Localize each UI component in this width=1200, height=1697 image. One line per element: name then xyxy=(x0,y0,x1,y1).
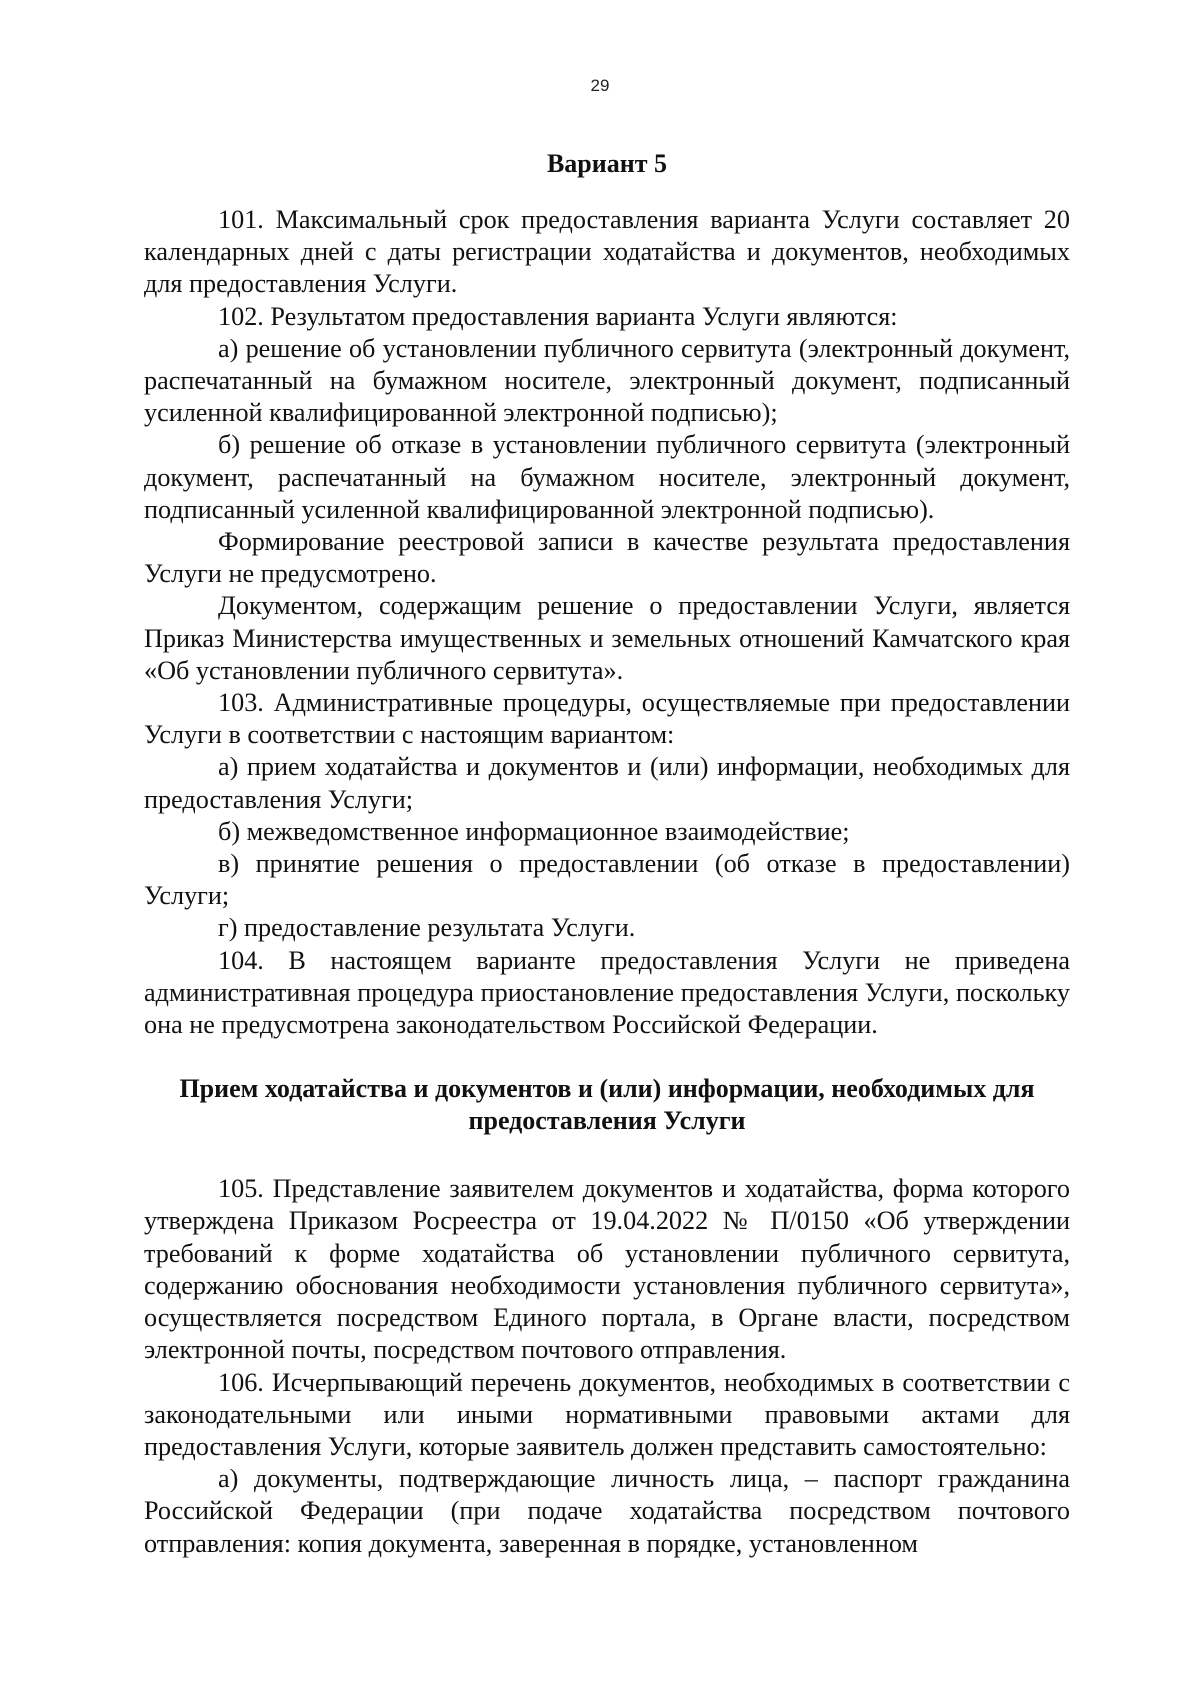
paragraph-101: 101. Максимальный срок предоставления варианта Услуги составляет 20 календарных дней с даты регистрации ходатайства и документов, необходимых для предоставления Услуги. xyxy=(144,205,1070,299)
paragraph-106: 106. Исчерпывающий перечень документов, необходимых в соответствии с законодательными или иными нормативными правовыми актами для предоставления Услуги, которые заявитель должен представить самостоятельно: xyxy=(144,1367,1070,1461)
section-title: Прием ходатайства и документов и (или) информации, необходимых для предоставления Услуги xyxy=(179,1074,1035,1136)
paragraph-registry-note: Формирование реестровой записи в качестве результата предоставления Услуги не предусмотрено. xyxy=(144,527,1070,589)
paragraph-106-a: а) документы, подтверждающие личность лица, – паспорт гражданина Российской Федерации (при подаче ходатайства посредством почтового отправления: копия документа, заверенная в порядке, установленном xyxy=(144,1464,1070,1558)
paragraph-103-d: г) предоставление результата Услуги. xyxy=(218,913,636,943)
section-reception-body xyxy=(144,1173,1070,1559)
section-variant-5-body xyxy=(144,204,1070,1041)
paragraph-102-a: а) решение об установлении публичного сервитута (электронный документ, распечатанный на бумажном носителе, электронный документ, подписанный усиленной квалифицированной электронной подписью); xyxy=(144,333,1070,428)
page-content xyxy=(144,148,1070,1560)
paragraph-103-a: а) прием ходатайства и документов и (или) информации, необходимых для предоставления Услуги; xyxy=(144,752,1070,814)
paragraph-103-c: в) принятие решения о предоставлении (об отказе в предоставлении) Услуги; xyxy=(144,849,1070,911)
paragraph-105: 105. Представление заявителем документов и ходатайства, форма которого утверждена Приказом Росреестра от 19.04.2022 № П/0150 «Об утверждении требований к форме ходатайства об установлении публичного сервитута, содержанию обоснования необходимости установления публичного сервитута», осуществляется посредством Единого портала, в Органе власти, посредством электронной почты, посредством почтового отправления. xyxy=(144,1174,1070,1365)
paragraph-decision-document: Документом, содержащим решение о предоставлении Услуги, является Приказ Министерства имущественных и земельных отношений Камчатского края «Об установлении публичного сервитута». xyxy=(144,591,1070,685)
paragraph-103-b: б) межведомственное информационное взаимодействие; xyxy=(218,816,850,846)
page-number: 29 xyxy=(590,76,610,95)
paragraph-104: 104. В настоящем варианте предоставления Услуги не приведена административная процедура приостановление предоставления Услуги, поскольку она не предусмотрена законодательством Российской Федерации. xyxy=(144,945,1070,1040)
paragraph-102: 102. Результатом предоставления варианта Услуги являются: xyxy=(218,301,898,331)
variant-title: Вариант 5 xyxy=(546,149,668,178)
paragraph-102-b: б) решение об отказе в установлении публичного сервитута (электронный документ, распечатанный на бумажном носителе, электронный документ, подписанный усиленной квалифицированной электронной подписью). xyxy=(144,430,1070,524)
paragraph-103: 103. Административные процедуры, осуществляемые при предоставлении Услуги в соответствии с настоящим вариантом: xyxy=(144,688,1070,750)
